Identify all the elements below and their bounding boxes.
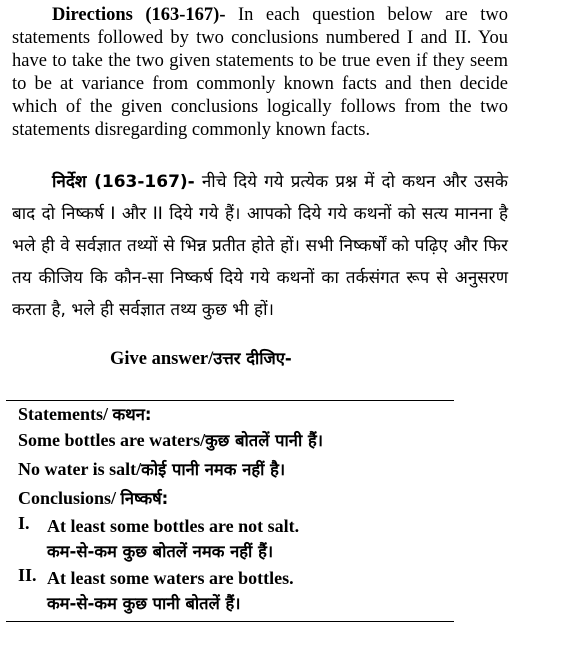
hindi-directions-heading: निर्देश (163-167)-	[52, 172, 195, 192]
conclusion-item	[18, 565, 458, 617]
conclusion-en: At least some bottles are not salt.	[47, 516, 300, 536]
statement-2-hi: कोई पानी नमक नहीं है।	[141, 460, 286, 479]
conclusion-item	[18, 513, 458, 565]
statements-label	[18, 402, 458, 426]
question-block	[18, 402, 458, 617]
statement-1-en: Some bottles are waters/	[18, 430, 206, 450]
statement-2-en: No water is salt/	[18, 459, 142, 479]
directions-heading: Directions (163-167)-	[52, 5, 226, 25]
english-directions	[12, 4, 508, 142]
statements-label-en: Statements/	[18, 404, 113, 424]
statements-label-hi: कथन:	[112, 405, 152, 424]
conclusion-body	[47, 565, 294, 617]
conclusions-label-hi: निष्कर्ष:	[120, 489, 169, 508]
conclusions-label	[18, 484, 458, 513]
statement-1	[18, 426, 458, 455]
question-top-divider	[6, 400, 454, 401]
conclusion-body	[47, 513, 299, 565]
hindi-directions-text: नीचे दिये गये प्रत्येक प्रश्न में दो कथन और उसके बाद दो निष्कर्ष I और II दिये गये हैं। आपको दिये गये कथनों को सत्य मानना है भले ही वे सर्वज्ञात तथ्यों से भिन्न प्रतीत होते हों। सभी निष्कर्षों को पढ़िए और फिर तय कीजिय कि कौन-सा निष्कर्ष दिये गये कथनों का तर्कसंगत रूप से अनुसरण करता है, भले ही सर्वज्ञात तथ्य कुछ भी हों।	[12, 172, 508, 320]
hindi-directions	[12, 166, 508, 326]
give-answer-en: Give answer/	[110, 349, 214, 369]
directions-text: In each question below are two statements followed by two conclusions numbered I and II. You have to take the two given statements to be true even if they seem to be at variance from commonly known facts and then decide which of the given conclusions logically follows from the two statements disregarding commonly known facts.	[12, 5, 508, 140]
question-bottom-divider	[6, 621, 454, 622]
conclusions-label-en: Conclusions/	[18, 488, 121, 508]
conclusion-en: At least some waters are bottles.	[47, 568, 294, 588]
give-answer-hi: उत्तर दीजिए-	[213, 349, 292, 368]
statement-1-hi: कुछ बोतलें पानी हैं।	[205, 431, 323, 450]
conclusion-hi: कम-से-कम कुछ पानी बोतलें हैं।	[47, 594, 241, 613]
statement-2	[18, 455, 458, 484]
conclusion-number: II.	[18, 565, 37, 585]
hindi-directions-paragraph	[12, 166, 508, 326]
english-directions-paragraph	[12, 4, 508, 142]
give-answer-line	[110, 346, 292, 370]
conclusion-number: I.	[18, 513, 30, 533]
conclusion-hi: कम-से-कम कुछ बोतलें नमक नहीं हैं।	[47, 542, 274, 561]
